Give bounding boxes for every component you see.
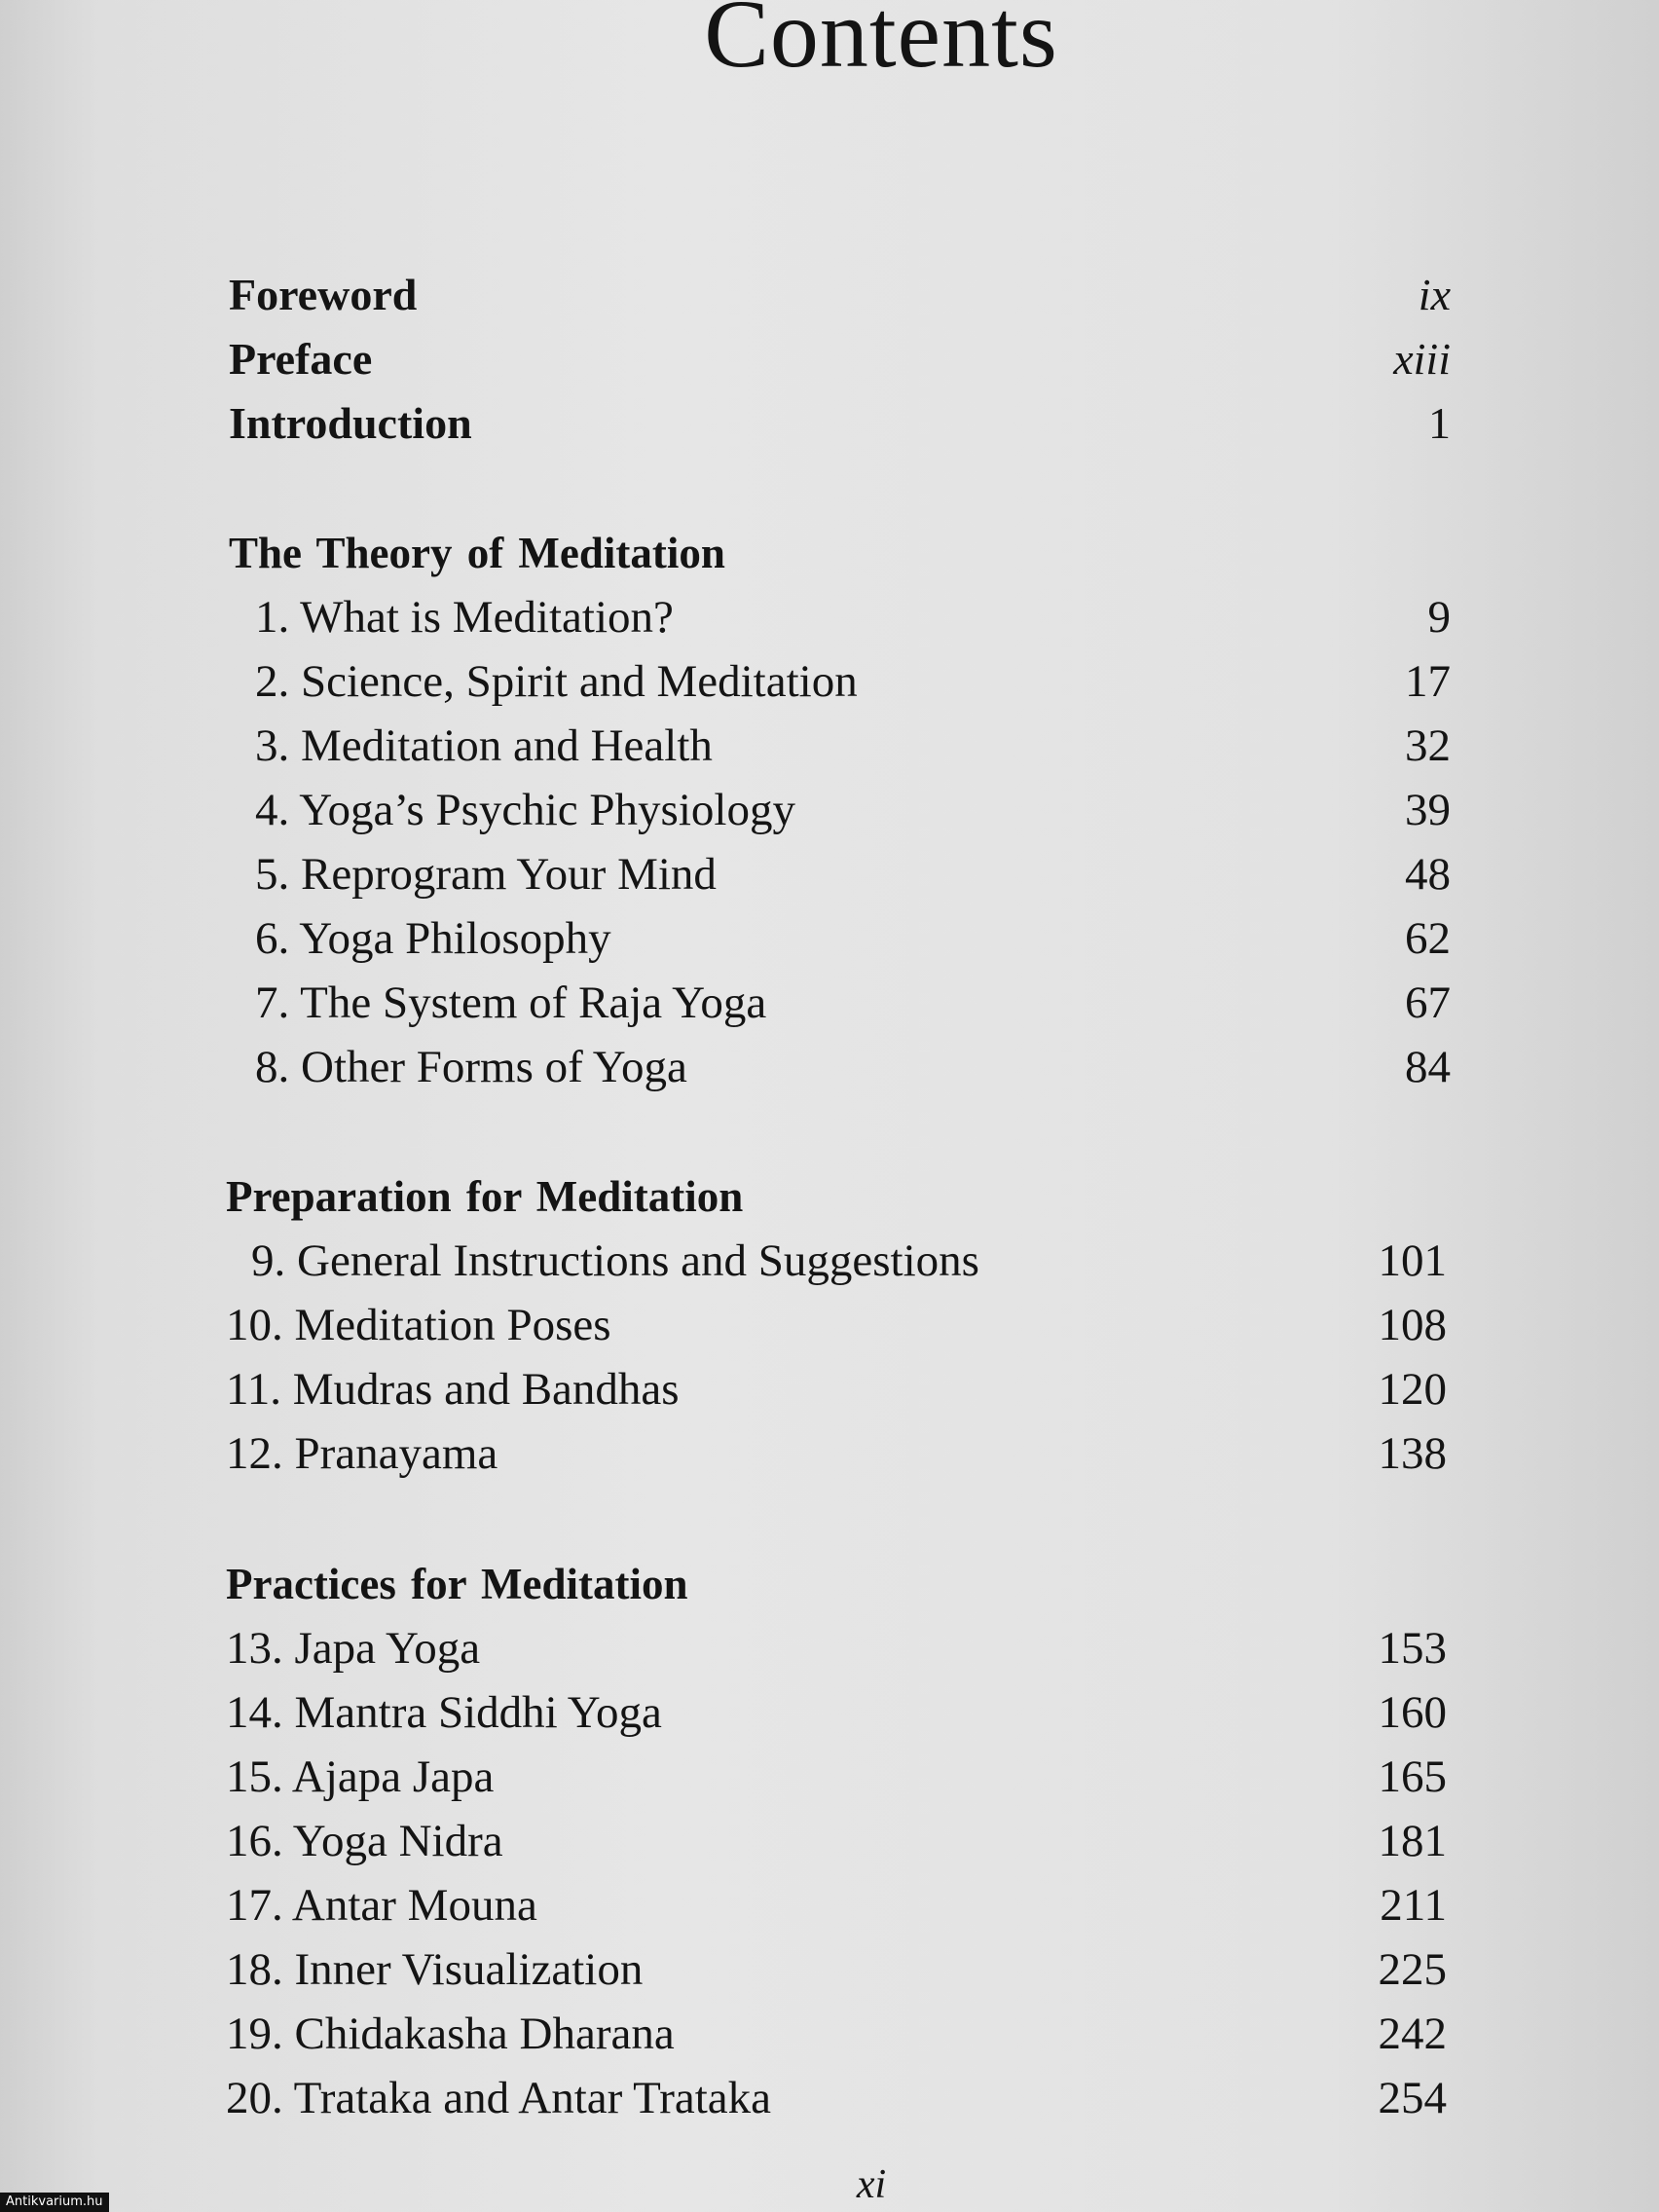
toc-entry-label: 5. Reprogram Your Mind: [255, 849, 717, 900]
toc-entry-label: 10. Meditation Poses: [226, 1300, 611, 1350]
toc-entry[interactable]: [226, 1357, 1447, 1421]
toc-entry-label: 12. Pranayama: [226, 1428, 498, 1479]
toc-entry-introduction[interactable]: [229, 391, 1451, 456]
toc-entry[interactable]: [226, 1873, 1447, 1937]
toc-entry-label: 7. The System of Raja Yoga: [255, 977, 767, 1028]
toc-entry-foreword[interactable]: [229, 263, 1451, 327]
toc-entry[interactable]: [226, 1809, 1447, 1873]
toc-entry-page: 101: [1378, 1235, 1447, 1286]
toc-entry-page: 32: [1405, 720, 1451, 771]
toc-entry-label: 18. Inner Visualization: [226, 1944, 644, 1995]
toc-entry-page: 160: [1378, 1687, 1447, 1738]
toc-entry[interactable]: [226, 2002, 1447, 2066]
toc-entry-label: 3. Meditation and Health: [255, 720, 713, 771]
toc-entry-page: 153: [1378, 1623, 1447, 1674]
toc-entry-page: 120: [1378, 1364, 1447, 1415]
section-heading: Practices for Meditation: [226, 1560, 688, 1608]
toc-entry-preface[interactable]: [229, 327, 1451, 391]
toc-entry-page: 108: [1378, 1300, 1447, 1350]
toc-entry-label: 19. Chidakasha Dharana: [226, 2009, 675, 2059]
toc-entry-page: xiii: [1393, 334, 1451, 384]
toc-entry-page: 181: [1378, 1816, 1447, 1866]
toc-entry[interactable]: [255, 971, 1451, 1035]
toc-entry-label: Foreword: [229, 270, 418, 319]
toc-entry-page: 138: [1378, 1428, 1447, 1479]
toc-entry-label: Preface: [229, 334, 373, 384]
section-heading: Preparation for Meditation: [226, 1172, 744, 1221]
section-heading: The Theory of Meditation: [229, 529, 725, 577]
toc-entry-page: 62: [1405, 913, 1451, 964]
toc-entry-label: 15. Ajapa Japa: [226, 1751, 495, 1802]
toc-entry[interactable]: [255, 714, 1451, 778]
toc-entry-page: 39: [1405, 785, 1451, 835]
toc-entry-page: 67: [1405, 977, 1451, 1028]
toc-entry-page: 254: [1378, 2073, 1447, 2123]
toc-entry-label: 17. Antar Mouna: [226, 1880, 537, 1931]
toc-entry[interactable]: [226, 1680, 1447, 1745]
toc-entry-label: 20. Trataka and Antar Trataka: [226, 2073, 772, 2123]
toc-entry[interactable]: [226, 1616, 1447, 1680]
toc-entry-page: 84: [1405, 1042, 1451, 1092]
toc-entry[interactable]: [255, 906, 1451, 971]
toc-entry[interactable]: [255, 842, 1451, 906]
toc-entry-page: 242: [1378, 2009, 1447, 2059]
toc-entry[interactable]: [226, 1421, 1447, 1486]
watermark: Antikvarium.hu: [0, 2193, 109, 2212]
toc-entry[interactable]: [255, 649, 1451, 714]
toc-entry-label: 8. Other Forms of Yoga: [255, 1042, 687, 1092]
page-title: Contents: [704, 0, 1058, 88]
toc-entry[interactable]: [226, 1745, 1447, 1809]
toc-entry-label: 6. Yoga Philosophy: [255, 913, 611, 964]
toc-entry-page: 225: [1378, 1944, 1447, 1995]
toc-entry-page: 9: [1427, 592, 1451, 643]
toc-entry-label: 14. Mantra Siddhi Yoga: [226, 1687, 662, 1738]
toc-entry-page: 48: [1405, 849, 1451, 900]
toc-entry-page: ix: [1418, 270, 1451, 319]
toc-entry[interactable]: [226, 1937, 1447, 2002]
toc-entry-page: 1: [1428, 398, 1451, 448]
toc-entry-label: Introduction: [229, 398, 472, 448]
toc-entry-label: 16. Yoga Nidra: [226, 1816, 503, 1866]
toc-entry-label: 1. What is Meditation?: [255, 592, 674, 643]
toc-entry-label: 4. Yoga’s Psychic Physiology: [255, 785, 795, 835]
toc-entry[interactable]: [226, 1293, 1447, 1357]
toc-entry[interactable]: [255, 1035, 1451, 1099]
toc-entry[interactable]: [255, 778, 1451, 842]
toc-entry-label: 13. Japa Yoga: [226, 1623, 481, 1674]
page-number: xi: [856, 2162, 887, 2207]
toc-entry[interactable]: [255, 585, 1451, 649]
toc-entry-page: 165: [1378, 1751, 1447, 1802]
toc-entry-label: 2. Science, Spirit and Meditation: [255, 656, 858, 707]
toc-entry-page: 17: [1405, 656, 1451, 707]
toc-entry[interactable]: [251, 1229, 1447, 1293]
toc-entry-page: 211: [1380, 1880, 1447, 1931]
toc-entry-label: 11. Mudras and Bandhas: [226, 1364, 680, 1415]
toc-entry[interactable]: [226, 2066, 1447, 2130]
toc-entry-label: 9. General Instructions and Suggestions: [251, 1235, 979, 1286]
